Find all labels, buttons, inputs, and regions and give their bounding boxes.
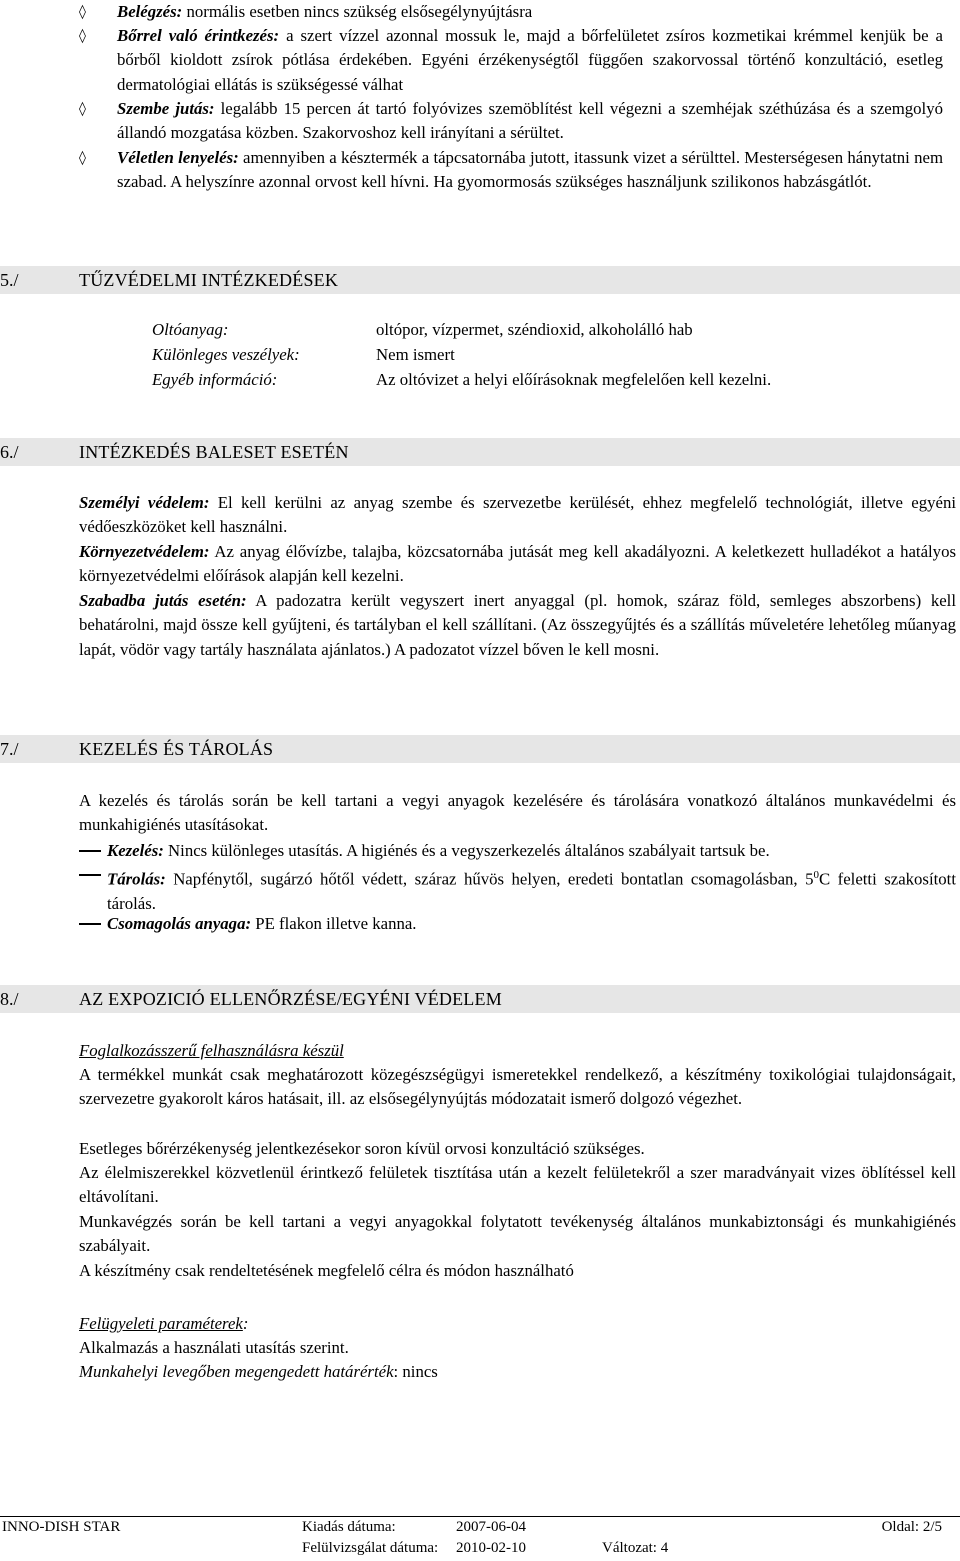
paragraph-label: Környezetvédelem: xyxy=(79,542,210,561)
environment-protection-paragraph xyxy=(79,540,956,589)
exposure-paragraph-5: A készítmény csak rendeltetésének megfelelő célra és módon használható xyxy=(79,1261,574,1280)
item-text: normális esetben nincs szükség elsősegélynyújtásra xyxy=(182,2,533,21)
row-key: Különleges veszélyek: xyxy=(152,345,300,364)
paragraph-label: Szabadba jutás esetén: xyxy=(79,591,247,610)
exposure-paragraph-3: Az élelmiszerekkel közvetlenül érintkező felületek tisztítása után a kezelt felületekről a szer maradványait vizes öblítéssel kell eltávolítani. xyxy=(79,1163,956,1207)
section-title: AZ EXPOZICIÓ ELLENŐRZÉSE/EGYÉNI VÉDELEM xyxy=(79,989,502,1009)
version: Változat: 4 xyxy=(602,1540,669,1556)
application-line: Alkalmazás a használati utasítás szerint. xyxy=(79,1338,349,1357)
item-text: amennyiben a késztermék a tápcsatornába jutott, itassunk vizet a sérülttel. Mesterségesen hánytatni nem szabad. A helyszínre azonnal orvost kell hívni. Ha gyomormosás szükséges használjunk szilikonos habzásgátlót. xyxy=(117,148,943,192)
item-text: a szert vízzel azonnal mossuk le, majd a bőrfelületet zsíros kozmetikai krémmel kenjük be a bőrből kioldott zsírok pótlása érdekében. Egyéni érzékenységtől függően szakorvossal történő konzultáció, esetleg dermatológiai ellátás is szükségessé válhat xyxy=(117,26,943,94)
handling-item xyxy=(79,839,956,863)
row-key: Egyéb információ: xyxy=(152,370,278,389)
degree-superscript: 0 xyxy=(813,869,819,881)
first-aid-item-eye xyxy=(79,97,943,146)
storage-item xyxy=(79,863,956,916)
monitoring-parameters-subheading xyxy=(79,1312,956,1336)
section-7-header xyxy=(0,735,960,763)
paragraph-text: El kell kerülni az anyag szembe és szervezetbe kerülését, ehhez megfelelő technológiát, illetve egyéni védőeszközöket kell használni. xyxy=(79,493,957,537)
section-number: 8./ xyxy=(0,989,19,1009)
subheading-text: Foglalkozásszerű felhasználásra készül xyxy=(79,1041,344,1060)
item-text: Napfénytől, sugárzó hőtől védett, száraz hűvös helyen, eredeti bontatlan csomagolásban, 5 xyxy=(165,869,814,889)
item-label: Csomagolás anyaga: xyxy=(107,914,252,933)
personal-protection-paragraph xyxy=(79,491,956,540)
row-value: Nem ismert xyxy=(376,345,455,364)
subheading-colon: : xyxy=(242,1314,249,1333)
dash-bullet-icon xyxy=(79,874,101,876)
diamond-bullet-icon: ◊ xyxy=(79,101,86,117)
section-title: INTÉZKEDÉS BALESET ESETÉN xyxy=(79,442,349,462)
section-6-header xyxy=(0,438,960,466)
item-label: Belégzés: xyxy=(117,2,183,21)
section-number: 6./ xyxy=(0,442,19,462)
row-key: Oltóanyag: xyxy=(152,320,229,339)
item-text: Nincs különleges utasítás. A higiénés és a vegyszerkezelés általános szabályait tartsuk be. xyxy=(163,841,770,860)
item-label: Szembe jutás: xyxy=(117,99,215,118)
page-footer xyxy=(0,1516,960,1561)
paragraph-text: Az anyag élővízbe, talajba, közcsatornába jutását meg kell akadályozni. A keletkezett hulladékot a hatályos környezetvédelmi előírások alapján kell kezelni. xyxy=(79,542,956,586)
exposure-paragraph-4: Munkavégzés során be kell tartani a vegyi anyagokkal folytatott tevékenység általános munkabiztonsági és munkahigiénés szabályait. xyxy=(79,1212,956,1256)
item-label: Bőrrel való érintkezés: xyxy=(117,26,280,45)
product-name: INNO-DISH STAR xyxy=(2,1519,121,1535)
section-number: 7./ xyxy=(0,739,19,759)
dash-bullet-icon xyxy=(79,850,101,852)
footer-divider xyxy=(0,1516,960,1517)
packaging-item xyxy=(79,912,956,936)
diamond-bullet-icon: ◊ xyxy=(79,28,86,44)
item-label: Tárolás: xyxy=(107,869,166,889)
issue-date-value: 2007-06-04 xyxy=(456,1519,526,1535)
item-text-continued: C feletti szakosított tárolás. xyxy=(107,869,956,913)
exposure-paragraph-1: A termékkel munkát csak meghatározott közegészségügyi ismeretekkel rendelkező, a készítmény toxikológiai tulajdonságait, szervezetre gyakorolt káros hatásait, ill. az elsősegélynyújtás módozatait ismerő dolgozó végezhet. xyxy=(79,1065,956,1109)
limit-label: Munkahelyi levegőben megengedett határérték xyxy=(79,1362,394,1381)
handling-intro: A kezelés és tárolás során be kell tartani a vegyi anyagok kezelésére és tárolására vonatkozó általános munkavédelmi és munkahigiénés utasításokat. xyxy=(79,791,956,835)
section-5-header xyxy=(0,266,960,294)
occupational-use-subheading xyxy=(79,1039,956,1063)
item-text: legalább 15 percen át tartó folyóvizes szemöblítést kell végezni a szemhéjak széthúzása és a szemgolyó állandó mozgatása közben. Szakorvoshoz kell irányítani a sérültet. xyxy=(117,99,943,143)
exposure-limit-line xyxy=(79,1360,956,1384)
issue-date-label: Kiadás dátuma: xyxy=(302,1519,396,1535)
section-title: KEZELÉS ÉS TÁROLÁS xyxy=(79,739,274,759)
row-value: oltópor, vízpermet, széndioxid, alkoholálló hab xyxy=(376,320,693,339)
page-number: Oldal: 2/5 xyxy=(881,1519,942,1535)
review-date-label: Felülvizsgálat dátuma: xyxy=(302,1540,439,1556)
first-aid-item-ingestion xyxy=(79,146,943,195)
item-label: Kezelés: xyxy=(107,841,164,860)
section-8-header xyxy=(0,985,960,1013)
review-date-value: 2010-02-10 xyxy=(456,1540,526,1556)
item-text: PE flakon illetve kanna. xyxy=(251,914,417,933)
spill-paragraph xyxy=(79,589,956,662)
first-aid-item-skin xyxy=(79,24,943,97)
paragraph-label: Személyi védelem: xyxy=(79,493,210,512)
dash-bullet-icon xyxy=(79,923,101,925)
row-value: Az oltóvizet a helyi előírásoknak megfelelően kell kezelni. xyxy=(376,370,772,389)
fire-info-table xyxy=(152,318,932,398)
first-aid-item-inhalation xyxy=(79,0,943,24)
exposure-paragraph-2: Esetleges bőrérzékenység jelentkezésekor soron kívül orvosi konzultáció szükséges. xyxy=(79,1139,645,1158)
diamond-bullet-icon: ◊ xyxy=(79,4,86,20)
section-number: 5./ xyxy=(0,270,19,290)
paragraph-text: A padozatra került vegyszert inert anyaggal (pl. homok, száraz föld, semleges abszorbens) kell behatárolni, majd össze kell gyűjteni, és tartályban el kell szállítani. (Az összegyűjtés és a szállítás műveletére lehetőleg műanyag lapát, vödör vagy tartály használata ajánlatos.) A padozatot vízzel bőven le kell mosni. xyxy=(79,591,956,659)
section-title: TŰZVÉDELMI INTÉZKEDÉSEK xyxy=(79,270,339,290)
subheading-text: Felügyeleti paraméterek xyxy=(79,1314,243,1333)
item-label: Véletlen lenyelés: xyxy=(117,148,239,167)
limit-value: : nincs xyxy=(393,1362,438,1381)
diamond-bullet-icon: ◊ xyxy=(79,150,86,166)
